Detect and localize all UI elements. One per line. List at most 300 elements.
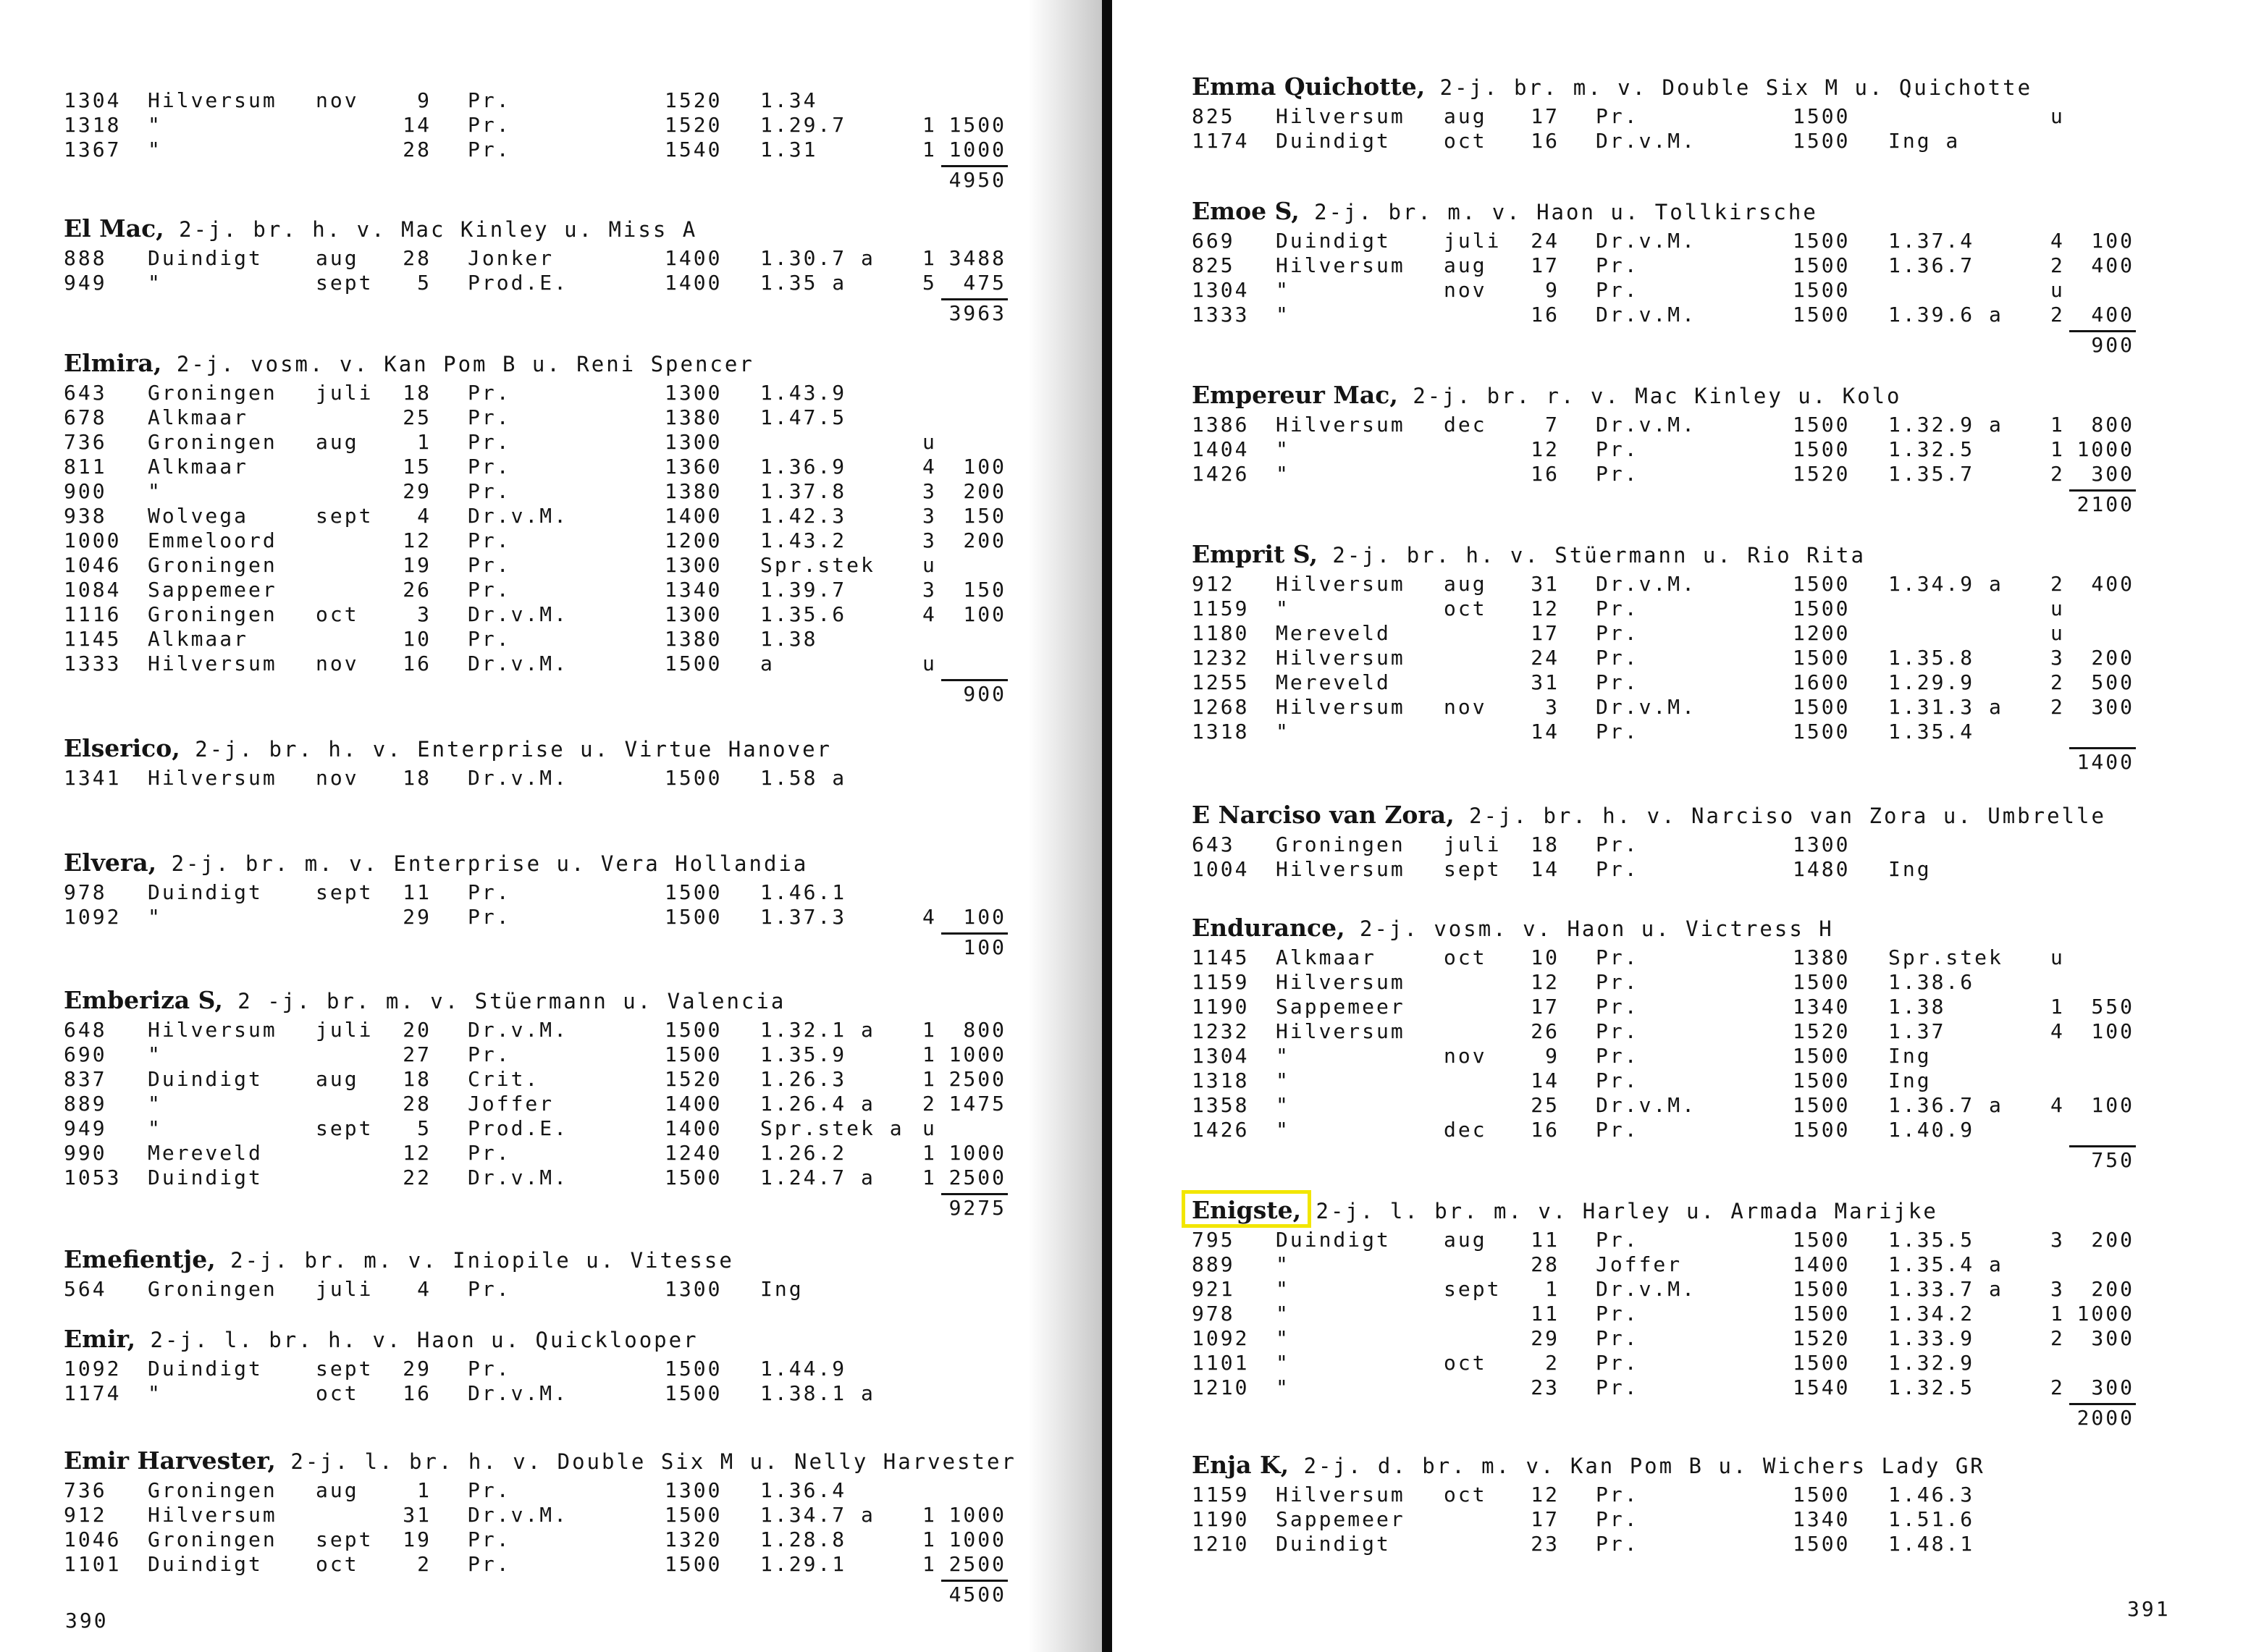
horse-name: Endurance, xyxy=(1192,914,1345,942)
horse-entry xyxy=(64,731,847,791)
race-dist: 1520 xyxy=(665,113,723,137)
race-dist: 1520 xyxy=(1793,1019,1851,1043)
race-nr: 690 xyxy=(64,1042,107,1066)
race-place: " xyxy=(1276,303,1290,326)
race-nr: 978 xyxy=(64,880,107,904)
race-place-no: 4 xyxy=(922,905,937,929)
race-row xyxy=(1192,1069,1932,1093)
race-time: 1.32.9 a xyxy=(1888,413,2003,437)
race-race: Pr. xyxy=(1596,1351,1639,1375)
race-place: Hilversum xyxy=(1276,970,1405,994)
earnings-total xyxy=(1192,1142,2134,1173)
race-time: 1.39.6 a xyxy=(1888,303,2003,326)
race-place: " xyxy=(1276,1069,1290,1092)
earnings-total xyxy=(1192,486,2134,517)
race-place-no: 4 xyxy=(2050,1019,2065,1043)
horse-name: Emefientje, xyxy=(64,1245,216,1273)
race-day: 29 xyxy=(403,1357,432,1381)
race-earn: 300 xyxy=(2091,1375,2134,1399)
race-place: Duindigt xyxy=(148,1067,263,1091)
race-place: " xyxy=(1276,462,1290,486)
race-day: 28 xyxy=(403,1092,432,1116)
race-row xyxy=(1192,1326,2134,1351)
race-time: 1.30.7 a xyxy=(760,246,875,270)
race-earn: 400 xyxy=(2091,303,2134,326)
race-dist: 1500 xyxy=(1793,646,1851,670)
race-place: Duindigt xyxy=(148,1166,263,1189)
race-dist: 1500 xyxy=(1793,1069,1851,1092)
race-earn: 200 xyxy=(2091,1277,2134,1301)
race-earn: 100 xyxy=(963,455,1006,479)
race-time: 1.32.9 xyxy=(1888,1351,1975,1375)
race-day: 18 xyxy=(403,1067,432,1091)
race-row xyxy=(64,766,847,791)
race-row xyxy=(64,1478,1017,1503)
race-time: 1.35.4 a xyxy=(1888,1252,2003,1276)
race-month: oct xyxy=(316,1381,359,1405)
race-time: Ing a xyxy=(1888,129,1961,153)
race-race: Pr. xyxy=(1596,945,1639,969)
race-nr: 1145 xyxy=(1192,945,1250,969)
race-dist: 1400 xyxy=(665,504,723,528)
race-dist: 1500 xyxy=(665,1042,723,1066)
total-rule xyxy=(941,165,1008,167)
race-nr: 1174 xyxy=(1192,129,1250,153)
race-time: 1.35.9 xyxy=(760,1042,847,1066)
race-nr: 1333 xyxy=(64,652,122,675)
race-dist: 1520 xyxy=(1793,1326,1851,1350)
race-dist: 1500 xyxy=(665,1381,723,1405)
race-place-no: 3 xyxy=(922,578,937,602)
race-time: Ing xyxy=(760,1277,804,1301)
race-month: aug xyxy=(1444,253,1487,277)
race-earn: 550 xyxy=(2091,995,2134,1019)
race-time: 1.42.3 xyxy=(760,504,847,528)
race-nr: 1304 xyxy=(1192,278,1250,302)
race-place-no: 3 xyxy=(922,504,937,528)
race-day: 12 xyxy=(1531,970,1560,994)
race-place-no: 2 xyxy=(2050,670,2065,694)
race-dist: 1500 xyxy=(1793,1302,1851,1326)
race-day: 11 xyxy=(1531,1228,1560,1252)
race-time: 1.35.4 xyxy=(1888,720,1975,743)
race-dist: 1500 xyxy=(1793,1118,1851,1142)
race-dist: 1380 xyxy=(665,479,723,503)
horse-pedigree: 2-j. br. m. v. Iniopile u. Vitesse xyxy=(215,1248,734,1273)
race-month: aug xyxy=(316,1067,359,1091)
race-row xyxy=(64,1552,1017,1577)
total-rule xyxy=(941,679,1008,681)
race-race: Prod.E. xyxy=(468,271,569,295)
race-earn: 100 xyxy=(963,602,1006,626)
race-place-no: 1 xyxy=(922,1552,937,1576)
race-time: 1.26.2 xyxy=(760,1141,847,1165)
horse-name: El Mac, xyxy=(64,214,164,243)
race-day: 22 xyxy=(403,1166,432,1189)
total-rule xyxy=(2069,1403,2136,1405)
race-time: a xyxy=(760,652,775,675)
race-nr: 1333 xyxy=(1192,303,1250,326)
race-place: Emmeloord xyxy=(148,528,277,552)
race-time: 1.43.2 xyxy=(760,528,847,552)
race-dist: 1500 xyxy=(1793,720,1851,743)
race-nr: 1145 xyxy=(64,627,122,651)
horse-entry xyxy=(64,983,1006,1221)
horse-pedigree: 2-j. l. br. m. v. Harley u. Armada Marijke xyxy=(1301,1199,1938,1223)
race-row xyxy=(1192,646,2134,670)
race-nr: 1232 xyxy=(1192,646,1250,670)
race-nr: 811 xyxy=(64,455,107,479)
race-row xyxy=(1192,1228,2134,1252)
race-place: Duindigt xyxy=(1276,129,1391,153)
race-dist: 1400 xyxy=(665,1092,723,1116)
horse-entry xyxy=(1192,69,2065,153)
horse-pedigree: 2-j. br. m. v. Haon u. Tollkirsche xyxy=(1299,200,1818,224)
total-rule xyxy=(2069,1145,2136,1147)
race-row xyxy=(1192,413,2134,437)
race-race: Jonker xyxy=(468,246,555,270)
race-time: Ing xyxy=(1888,857,1932,881)
race-race: Dr.v.M. xyxy=(1596,229,1697,253)
race-race: Pr. xyxy=(1596,437,1639,461)
race-place-no: u xyxy=(2050,278,2065,302)
earnings-total xyxy=(64,676,1006,707)
race-race: Dr.v.M. xyxy=(468,1503,569,1527)
race-dist: 1340 xyxy=(1793,1507,1851,1531)
race-month: juli xyxy=(316,1018,374,1042)
race-place: " xyxy=(1276,1277,1290,1301)
race-nr: 825 xyxy=(1192,253,1235,277)
race-place-no: 3 xyxy=(2050,1228,2065,1252)
race-day: 23 xyxy=(1531,1532,1560,1556)
race-time: 1.43.9 xyxy=(760,381,847,405)
book-spine-gutter xyxy=(1102,0,1112,1652)
race-row xyxy=(64,1092,1006,1116)
race-day: 9 xyxy=(1545,1044,1560,1068)
race-row xyxy=(64,405,847,430)
race-race: Dr.v.M. xyxy=(1596,572,1697,596)
race-dist: 1300 xyxy=(665,1277,723,1301)
race-earn: 800 xyxy=(2091,413,2134,437)
race-place: Hilversum xyxy=(1276,1483,1405,1506)
race-row xyxy=(1192,253,2134,278)
race-earn: 300 xyxy=(2091,462,2134,486)
race-day: 29 xyxy=(403,479,432,503)
race-nr: 949 xyxy=(64,1116,107,1140)
race-dist: 1500 xyxy=(1793,104,1851,128)
race-nr: 1084 xyxy=(64,578,122,602)
race-day: 23 xyxy=(1531,1375,1560,1399)
race-earn: 100 xyxy=(2091,229,2134,253)
race-place-no: 1 xyxy=(922,246,937,270)
race-time: 1.46.1 xyxy=(760,880,847,904)
race-nr: 1046 xyxy=(64,1527,122,1551)
race-place-no: 3 xyxy=(2050,646,2065,670)
race-time: 1.29.1 xyxy=(760,1552,847,1576)
horse-entry xyxy=(64,1444,1017,1607)
race-place-no: u xyxy=(922,430,937,454)
race-place-no: 4 xyxy=(2050,1093,2065,1117)
race-place: Hilversum xyxy=(148,766,277,790)
race-race: Pr. xyxy=(1596,646,1639,670)
total-rule xyxy=(2069,489,2136,492)
race-nr: 1268 xyxy=(1192,695,1250,719)
horse-pedigree: 2 -j. br. m. v. Stüermann u. Valencia xyxy=(222,989,786,1013)
race-time: 1.31.3 a xyxy=(1888,695,2003,719)
race-dist: 1500 xyxy=(1793,129,1851,153)
race-earn: 2500 xyxy=(948,1067,1006,1091)
race-nr: 1180 xyxy=(1192,621,1250,645)
race-row xyxy=(64,1527,1017,1552)
race-place: " xyxy=(148,271,162,295)
race-day: 31 xyxy=(1531,572,1560,596)
race-earn: 1000 xyxy=(2076,1302,2134,1326)
race-day: 11 xyxy=(1531,1302,1560,1326)
race-place: Hilversum xyxy=(148,1503,277,1527)
race-month: sept xyxy=(316,504,374,528)
race-row xyxy=(1192,572,2134,597)
race-race: Dr.v.M. xyxy=(468,1381,569,1405)
race-place-no: 1 xyxy=(2050,413,2065,437)
horse-header xyxy=(64,731,832,766)
race-dist: 1500 xyxy=(1793,1483,1851,1506)
race-nr: 1426 xyxy=(1192,462,1250,486)
race-race: Pr. xyxy=(1596,1483,1639,1506)
race-earn: 150 xyxy=(963,578,1006,602)
race-race: Pr. xyxy=(1596,1532,1639,1556)
race-nr: 1159 xyxy=(1192,1483,1250,1506)
race-day: 24 xyxy=(1531,646,1560,670)
race-earn: 150 xyxy=(963,504,1006,528)
horse-entry xyxy=(1192,1193,2134,1430)
race-month: nov xyxy=(1444,278,1487,302)
race-row xyxy=(64,1166,1006,1190)
race-month: oct xyxy=(316,1552,359,1576)
race-place: " xyxy=(148,905,162,929)
race-place: " xyxy=(1276,1252,1290,1276)
race-place-no: 1 xyxy=(2050,437,2065,461)
race-place: " xyxy=(148,113,162,137)
race-dist: 1500 xyxy=(1793,695,1851,719)
race-row xyxy=(64,880,847,905)
race-race: Pr. xyxy=(1596,720,1639,743)
race-race: Dr.v.M. xyxy=(468,504,569,528)
horse-entry xyxy=(64,211,1006,326)
race-time: 1.35.7 xyxy=(1888,462,1975,486)
race-place: Hilversum xyxy=(1276,253,1405,277)
race-nr: 1190 xyxy=(1192,1507,1250,1531)
race-time: 1.32.5 xyxy=(1888,1375,1975,1399)
race-race: Pr. xyxy=(468,455,511,479)
race-nr: 889 xyxy=(64,1092,107,1116)
race-row xyxy=(1192,945,2065,970)
race-month: oct xyxy=(316,602,359,626)
race-row xyxy=(64,528,1006,553)
race-time: 1.37.8 xyxy=(760,479,847,503)
race-row xyxy=(1192,1044,1932,1069)
race-month: juli xyxy=(1444,833,1502,856)
race-dist: 1500 xyxy=(1793,1351,1851,1375)
horse-header xyxy=(1192,798,2106,833)
race-place-no: 2 xyxy=(2050,1326,2065,1350)
race-day: 26 xyxy=(1531,1019,1560,1043)
race-place: Alkmaar xyxy=(148,405,249,429)
race-place-no: 1 xyxy=(922,1018,937,1042)
race-day: 3 xyxy=(1545,695,1560,719)
race-nr: 1004 xyxy=(1192,857,1250,881)
race-place-no: 4 xyxy=(922,455,937,479)
race-day: 4 xyxy=(417,1277,432,1301)
race-day: 17 xyxy=(1531,1507,1560,1531)
race-time: Ing xyxy=(1888,1044,1932,1068)
race-race: Pr. xyxy=(1596,1326,1639,1350)
race-race: Pr. xyxy=(1596,1044,1639,1068)
race-place-no: u xyxy=(2050,597,2065,620)
horse-pedigree: 2-j. br. h. v. Mac Kinley u. Miss A xyxy=(164,217,698,242)
race-nr: 1053 xyxy=(64,1166,122,1189)
race-dist: 1340 xyxy=(665,578,723,602)
race-earn: 100 xyxy=(2091,1093,2134,1117)
race-race: Pr. xyxy=(468,113,511,137)
race-nr: 1255 xyxy=(1192,670,1250,694)
race-day: 12 xyxy=(1531,1483,1560,1506)
race-nr: 1341 xyxy=(64,766,122,790)
horse-name: Emma Quichotte, xyxy=(1192,72,1426,101)
horse-entry xyxy=(1192,537,2134,775)
race-row xyxy=(1192,995,2134,1019)
race-time: 1.29.9 xyxy=(1888,670,1975,694)
race-day: 16 xyxy=(1531,1118,1560,1142)
horse-name: Elmira, xyxy=(64,349,162,377)
race-race: Pr. xyxy=(468,138,511,161)
race-race: Pr. xyxy=(1596,462,1639,486)
race-place-no: 3 xyxy=(922,479,937,503)
race-nr: 978 xyxy=(1192,1302,1235,1326)
race-place: Duindigt xyxy=(148,246,263,270)
race-place: Groningen xyxy=(148,1277,277,1301)
race-day: 27 xyxy=(403,1042,432,1066)
total-value: 1400 xyxy=(2076,750,2134,774)
race-month: aug xyxy=(1444,572,1487,596)
race-nr: 1404 xyxy=(1192,437,1250,461)
race-place: Groningen xyxy=(148,553,277,577)
race-time: 1.26.4 a xyxy=(760,1092,875,1116)
race-nr: 1046 xyxy=(64,553,122,577)
race-dist: 1600 xyxy=(1793,670,1851,694)
race-time: 1.38 xyxy=(1888,995,1946,1019)
race-dist: 1500 xyxy=(1793,970,1851,994)
race-day: 20 xyxy=(403,1018,432,1042)
race-dist: 1300 xyxy=(665,381,723,405)
race-place: " xyxy=(1276,1326,1290,1350)
race-row xyxy=(64,1141,1006,1166)
race-dist: 1200 xyxy=(665,528,723,552)
horse-name: Enja K, xyxy=(1192,1451,1289,1479)
race-place: " xyxy=(148,1381,162,1405)
race-race: Pr. xyxy=(468,1141,511,1165)
race-nr: 736 xyxy=(64,430,107,454)
race-place-no: u xyxy=(922,1116,937,1140)
race-row xyxy=(64,1116,937,1141)
earnings-total xyxy=(64,1190,1006,1221)
race-dist: 1500 xyxy=(1793,1228,1851,1252)
race-dist: 1500 xyxy=(665,1018,723,1042)
race-row xyxy=(1192,1093,2134,1118)
race-place-no: 1 xyxy=(922,1141,937,1165)
race-place-no: 5 xyxy=(922,271,937,295)
race-dist: 1240 xyxy=(665,1141,723,1165)
race-earn: 1475 xyxy=(948,1092,1006,1116)
right-page xyxy=(1121,0,2243,1652)
race-row xyxy=(64,504,1006,528)
race-earn: 500 xyxy=(2091,670,2134,694)
race-nr: 1159 xyxy=(1192,970,1250,994)
race-month: aug xyxy=(1444,104,1487,128)
race-place-no: 1 xyxy=(922,113,937,137)
race-nr: 888 xyxy=(64,246,107,270)
horse-name: Emberiza S, xyxy=(64,986,223,1014)
race-day: 1 xyxy=(417,1478,432,1502)
race-row xyxy=(1192,695,2134,720)
race-place: Duindigt xyxy=(1276,1532,1391,1556)
race-dist: 1540 xyxy=(1793,1375,1851,1399)
race-month: aug xyxy=(316,1478,359,1502)
race-row xyxy=(1192,1118,1975,1142)
race-dist: 1400 xyxy=(1793,1252,1851,1276)
race-time: 1.47.5 xyxy=(760,405,847,429)
race-row xyxy=(1192,720,1975,744)
horse-header xyxy=(64,846,808,880)
race-earn: 800 xyxy=(963,1018,1006,1042)
race-row xyxy=(1192,1019,2134,1044)
race-place-no: 1 xyxy=(2050,1302,2065,1326)
race-race: Pr. xyxy=(468,528,511,552)
horse-pedigree: 2-j. br. h. v. Narciso van Zora u. Umbrelle xyxy=(1454,804,2106,828)
race-race: Pr. xyxy=(1596,1302,1639,1326)
race-place-no: u xyxy=(2050,945,2065,969)
horse-pedigree: 2-j. l. br. h. v. Double Six M u. Nelly Harvester xyxy=(275,1449,1017,1474)
horse-header xyxy=(1192,1193,1938,1228)
race-earn: 200 xyxy=(963,528,1006,552)
race-earn: 1500 xyxy=(948,113,1006,137)
race-day: 1 xyxy=(1545,1277,1560,1301)
earnings-total xyxy=(1192,327,2134,358)
race-row xyxy=(1192,1483,1985,1507)
race-time: 1.36.4 xyxy=(760,1478,847,1502)
race-row xyxy=(64,652,937,676)
race-earn: 200 xyxy=(2091,1228,2134,1252)
race-dist: 1500 xyxy=(665,1552,723,1576)
race-dist: 1300 xyxy=(665,1478,723,1502)
race-dist: 1400 xyxy=(665,246,723,270)
race-day: 17 xyxy=(1531,995,1560,1019)
race-month: aug xyxy=(316,246,359,270)
race-month: sept xyxy=(316,1116,374,1140)
race-race: Pr. xyxy=(1596,833,1639,856)
race-race: Pr. xyxy=(1596,970,1639,994)
race-race: Pr. xyxy=(1596,104,1639,128)
race-place-no: u xyxy=(922,652,937,675)
race-row xyxy=(1192,129,2032,153)
race-row xyxy=(64,246,1006,271)
race-month: oct xyxy=(1444,1483,1487,1506)
horse-pedigree: 2-j. vosm. v. Kan Pom B u. Reni Spencer xyxy=(161,352,754,376)
race-dist: 1360 xyxy=(665,455,723,479)
race-day: 19 xyxy=(403,1527,432,1551)
race-row xyxy=(64,271,1006,295)
race-dist: 1500 xyxy=(1793,597,1851,620)
race-earn: 300 xyxy=(2091,1326,2134,1350)
